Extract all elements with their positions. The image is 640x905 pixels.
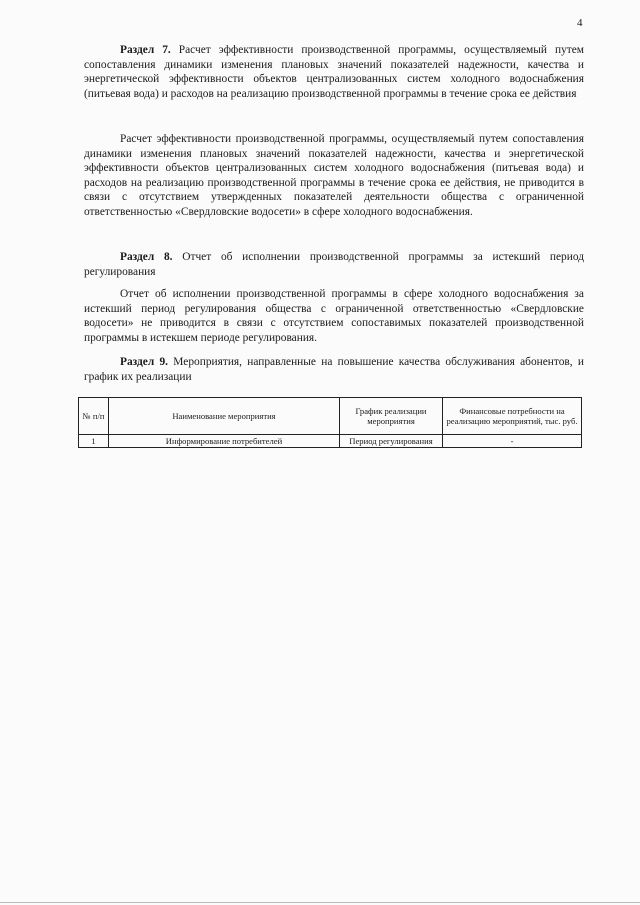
table-row xyxy=(79,435,582,448)
section-8-heading xyxy=(84,250,584,279)
section-9-title: Мероприятия, направленные на повышение качества обслуживания абонентов, и график их реализации xyxy=(84,356,585,383)
section-9-label: Раздел 9. xyxy=(120,356,169,368)
scan-edge-line xyxy=(0,902,640,903)
cell-num: 1 xyxy=(79,435,109,448)
cell-schedule: Период регулирования xyxy=(340,435,443,448)
section-8-paragraph: Отчет об исполнении производственной программы в сфере холодного водоснабжения за истекший период регулирования общества с ограниченной ответственностью «Свердловские водосети» не приводится в связи с отсутствием сопоставимых показателей производственной программы в истекшем периоде регулирования. xyxy=(84,288,584,344)
measures-table xyxy=(78,397,582,448)
cell-finance: - xyxy=(443,435,582,448)
section-7-heading xyxy=(84,43,584,101)
section-7-title: Расчет эффективности производственной программы, осуществляемый путем сопоставления динамики изменения плановых значений показателей надежности, качества и энергетической эффективности объектов централизованных систем холодного водоснабжения (питьевая вода) и расходов на реализацию производственной программы в течение срока ее действия xyxy=(84,44,585,100)
header-schedule: График реализации мероприятия xyxy=(340,398,443,435)
header-name: Наименование мероприятия xyxy=(109,398,340,435)
cell-name: Информирование потребителей xyxy=(109,435,340,448)
section-7-label: Раздел 7. xyxy=(120,44,171,56)
page-number: 4 xyxy=(577,17,583,29)
section-9-heading xyxy=(84,355,584,384)
section-8-label: Раздел 8. xyxy=(120,251,173,263)
section-7-paragraph: Расчет эффективности производственной программы, осуществляемый путем сопоставления динамики изменения плановых значений показателей надежности, качества и энергетической эффективности объектов централизованных систем холодного водоснабжения (питьевая вода) и расходов на реализацию производственной программы в течение срока ее действия, не приводится в связи с отсутствием утвержденных показателей деятельности общества с ограниченной ответственностью «Свердловские водосети» в сфере холодного водоснабжения. xyxy=(84,133,584,218)
header-num: № п/п xyxy=(79,398,109,435)
table-header-row xyxy=(79,398,582,435)
header-finance: Финансовые потребности на реализацию мероприятий, тыс. руб. xyxy=(443,398,582,435)
section-8-title: Отчет об исполнении производственной программы за истекший период регулирования xyxy=(84,251,585,278)
